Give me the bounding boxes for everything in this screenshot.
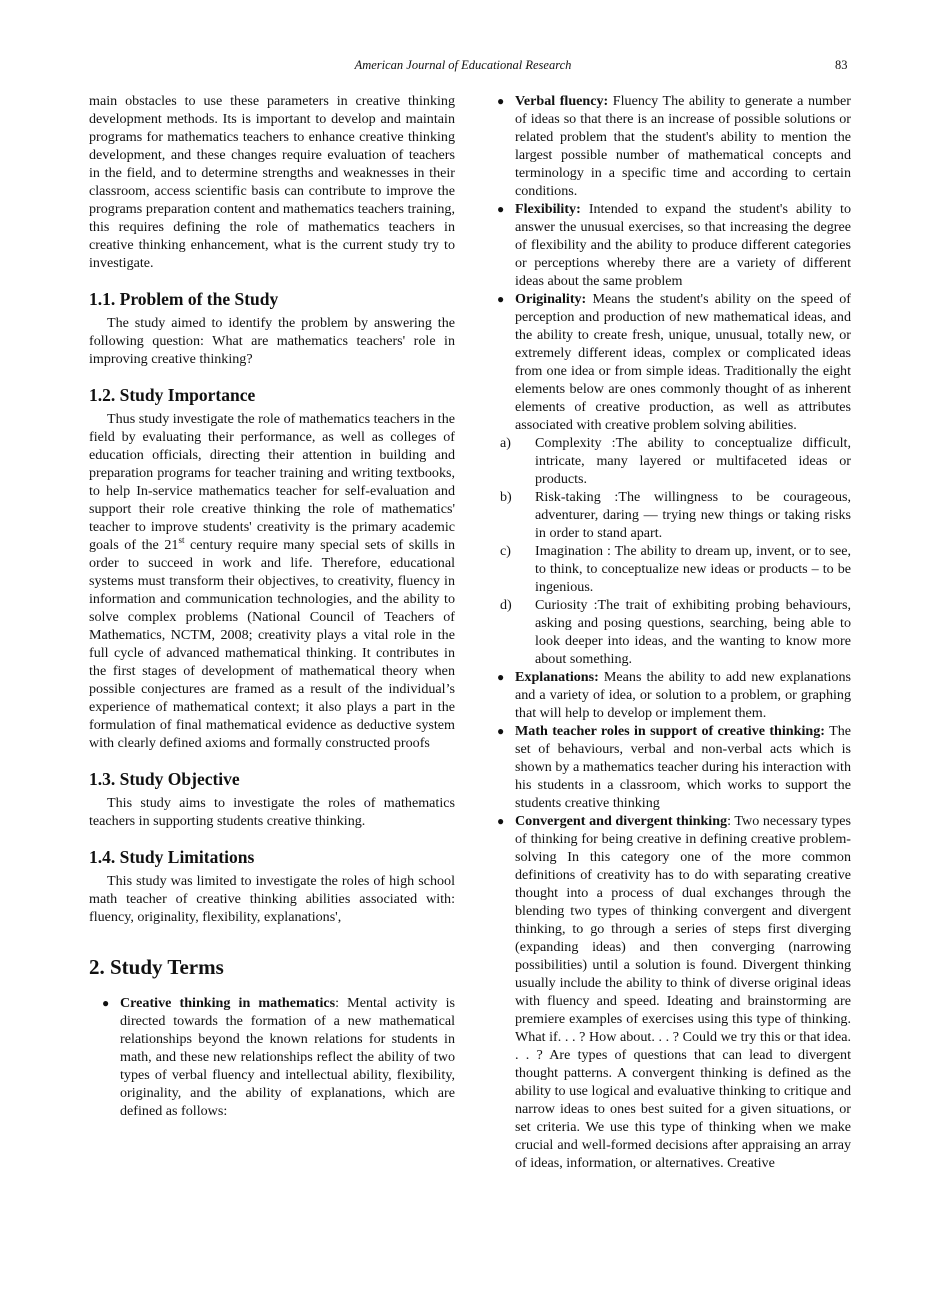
list-item — [497, 668, 851, 722]
creative-elements-list — [497, 434, 851, 668]
term-label: Convergent and divergent thinking — [515, 813, 728, 829]
section-heading-limitations: 1.4. Study Limitations — [89, 847, 255, 867]
term-definition: Intended to expand the student's ability to answer the unusual exercises, so that increasing the degree of flexibility and the ability to produce different categories or perceptions whereby there are a variety of different ideas about the same problem — [515, 201, 851, 289]
bullet-icon: ● — [497, 94, 505, 108]
bullet-icon: ● — [497, 814, 505, 828]
right-column — [497, 92, 851, 1172]
term-definition: Means the student's ability on the speed of perception and production of new mathematical ideas, and the ability to create fresh, unique, unusual, totally new, or extremely different ideas, complex or complicated ideas from one idea or from simple ideas. Traditionally the eight elements below are ones commonly thought of as inherent elements of creative production, as well as attributes associated with creative problem solving abilities. — [515, 291, 851, 433]
term-definition: Fluency The ability to generate a number of ideas so that there is an increase of possible solutions or related problem that the student's ability to mention the largest possible number of mathematical concepts and terminology in a specific time and according to certain conditions. — [515, 93, 851, 199]
section-heading-problem: 1.1. Problem of the Study — [89, 289, 279, 309]
page-number: 83 — [835, 58, 848, 72]
section-heading-study-terms: 2. Study Terms — [89, 955, 224, 979]
term-label: Verbal fluency: — [515, 93, 609, 109]
term-label: Math teacher roles in support of creative thinking: — [515, 723, 825, 739]
list-marker: b) — [500, 489, 512, 505]
list-item — [497, 722, 851, 812]
left-column — [89, 92, 455, 1120]
list-item: ● Creative thinking in mathematics: Mental activity is directed towards the formation of a new mathematical relationships beyond the known relations for students in math, and these new relationships reflect the ability of two types of verbal fluency and intellectual ability, flexibility, originality, and the ability of explanations, which are defined as follows: — [102, 995, 455, 1119]
list-item: b) Risk-taking :The willingness to be courageous, adventurer, daring — trying new things or taking risks in order to stand apart. — [500, 489, 851, 541]
term-definition: Means the ability to add new explanations and a variety of idea, or solution to a problem, or graphing that will help to develop or implement them. — [515, 669, 851, 721]
list-item — [497, 812, 851, 1172]
term-label: Flexibility: — [515, 201, 581, 217]
bullet-icon: ● — [497, 292, 505, 306]
section-body-problem: The study aimed to identify the problem by answering the following question: What are mathematics teachers' role in improving creative thinking? — [89, 315, 455, 367]
list-marker: d) — [500, 597, 512, 613]
list-item — [497, 200, 851, 290]
superscript-st: st — [178, 535, 185, 545]
section-body-importance: Thus study investigate the role of mathematics teachers in the field by evaluating their performance, as well as colleges of education officials, directing their attention in building and preparation programs for teacher training and writing textbooks, to help In-service mathematics teacher for self-evaluation and support their role creative thinking the role of mathematics' teacher to improve students' creativity is the primary academic goals of the 21st century require many special sets of skills in order to succeed in work and life. Therefore, educational systems must transform their objectives, to creativity, fluency in information and communication technologies, and the ability to solve complex problems (National Council of Teachers of Mathematics, NCTM, 2008; creativity plays a vital role in the full cycle of advanced mathematical thinking. It contributes in the first stages of development of mathematical theory when possible conjectures are framed as a result of the individual’s experience of mathematical context; it also plays a part in the formulation of final mathematical evidence as deductive system with clearly defined axioms and formally constructed proofs — [89, 411, 456, 751]
term-label: Explanations: — [515, 669, 599, 685]
list-item: a) Complexity :The ability to conceptualize difficult, intricate, many layered or multifaceted ideas or products. — [500, 435, 851, 487]
bullet-icon: ● — [497, 724, 505, 738]
section-body-limitations: This study was limited to investigate the roles of high school math teacher of creative thinking abilities associated with: fluency, originality, flexibility, explanations', — [89, 873, 455, 925]
intro-paragraph: main obstacles to use these parameters in creative thinking development methods. Its is important to develop and maintain programs for mathematics teachers to enhance creative thinking development, and these changes require evaluation of teachers in the field, and to determine strengths and weaknesses in their classroom, access scientific basis can contribute to improve the programs preparation content and mathematics teachers training, this requires defining the role of mathematics teachers in creative thinking enhancement, what is the current study try to investigate. — [89, 93, 455, 271]
bullet-icon: ● — [497, 202, 505, 216]
study-terms-list — [89, 994, 455, 1120]
list-item: c) Imagination : The ability to dream up, invent, or to see, to think, to conceptualize new ideas or products – to be ingenious. — [500, 543, 851, 595]
list-item — [497, 290, 851, 434]
terms-list-continued — [497, 668, 851, 1172]
term-label: Creative thinking in mathematics — [120, 995, 336, 1011]
list-marker: a) — [500, 435, 511, 451]
section-heading-importance: 1.2. Study Importance — [89, 385, 256, 405]
list-item — [497, 92, 851, 200]
term-label: Originality: — [515, 291, 587, 307]
journal-title: American Journal of Educational Research — [354, 58, 572, 72]
abilities-list — [497, 92, 851, 434]
term-definition: The set of behaviours, verbal and non-verbal acts which is shown by a mathematics teacher during his interaction with his students in a classroom, which works to support the students creative thinking — [515, 723, 851, 811]
bullet-icon: ● — [102, 996, 110, 1010]
bullet-icon: ● — [497, 670, 505, 684]
running-header — [0, 56, 926, 76]
term-definition: Mental activity is directed towards the formation of a new mathematical relationships beyond the known relations for students in math, and these new relationships reflect the ability of two types of verbal fluency and intellectual ability, flexibility, originality, and the ability of explanations, which are defined as follows: — [120, 995, 455, 1119]
section-body-objective: This study aims to investigate the roles of mathematics teachers in supporting students creative thinking. — [89, 795, 455, 829]
term-definition: : Two necessary types of thinking for being creative in defining creative problem-solving In this category one of the more common definitions of creativity has to do with separating creative thought into a process of dual exchanges through the blending two types of thinking convergent and divergent thinking, to go through a series of steps first diverging (expanding ideas) and then converging (narrowing possibilities) until a solution is found. Divergent thinking usually include the ability to think of diverse original ideas with fluency and speed. Ideating and brainstorming are premiere examples of exercises using this type of thinking. What if. . . ? How about. . . ? Could we try this or that idea. . . ? Are types of questions that can lead to divergent thought patterns. A convergent thinking is defined as the ability to use logical and evaluative thinking to critique and narrow ideas to ones best suited for a given situations, or set criteria. We use this type of thinking when we make crucial and well-formed decisions after appraising an array of ideas, information, or alternatives. Creative — [515, 813, 851, 1171]
list-marker: c) — [500, 543, 511, 559]
section-heading-objective: 1.3. Study Objective — [89, 769, 240, 789]
list-item: d) Curiosity :The trait of exhibiting probing behaviours, asking and posing questions, searching, being able to look deeper into ideas, and the wanting to know more about something. — [500, 597, 851, 667]
